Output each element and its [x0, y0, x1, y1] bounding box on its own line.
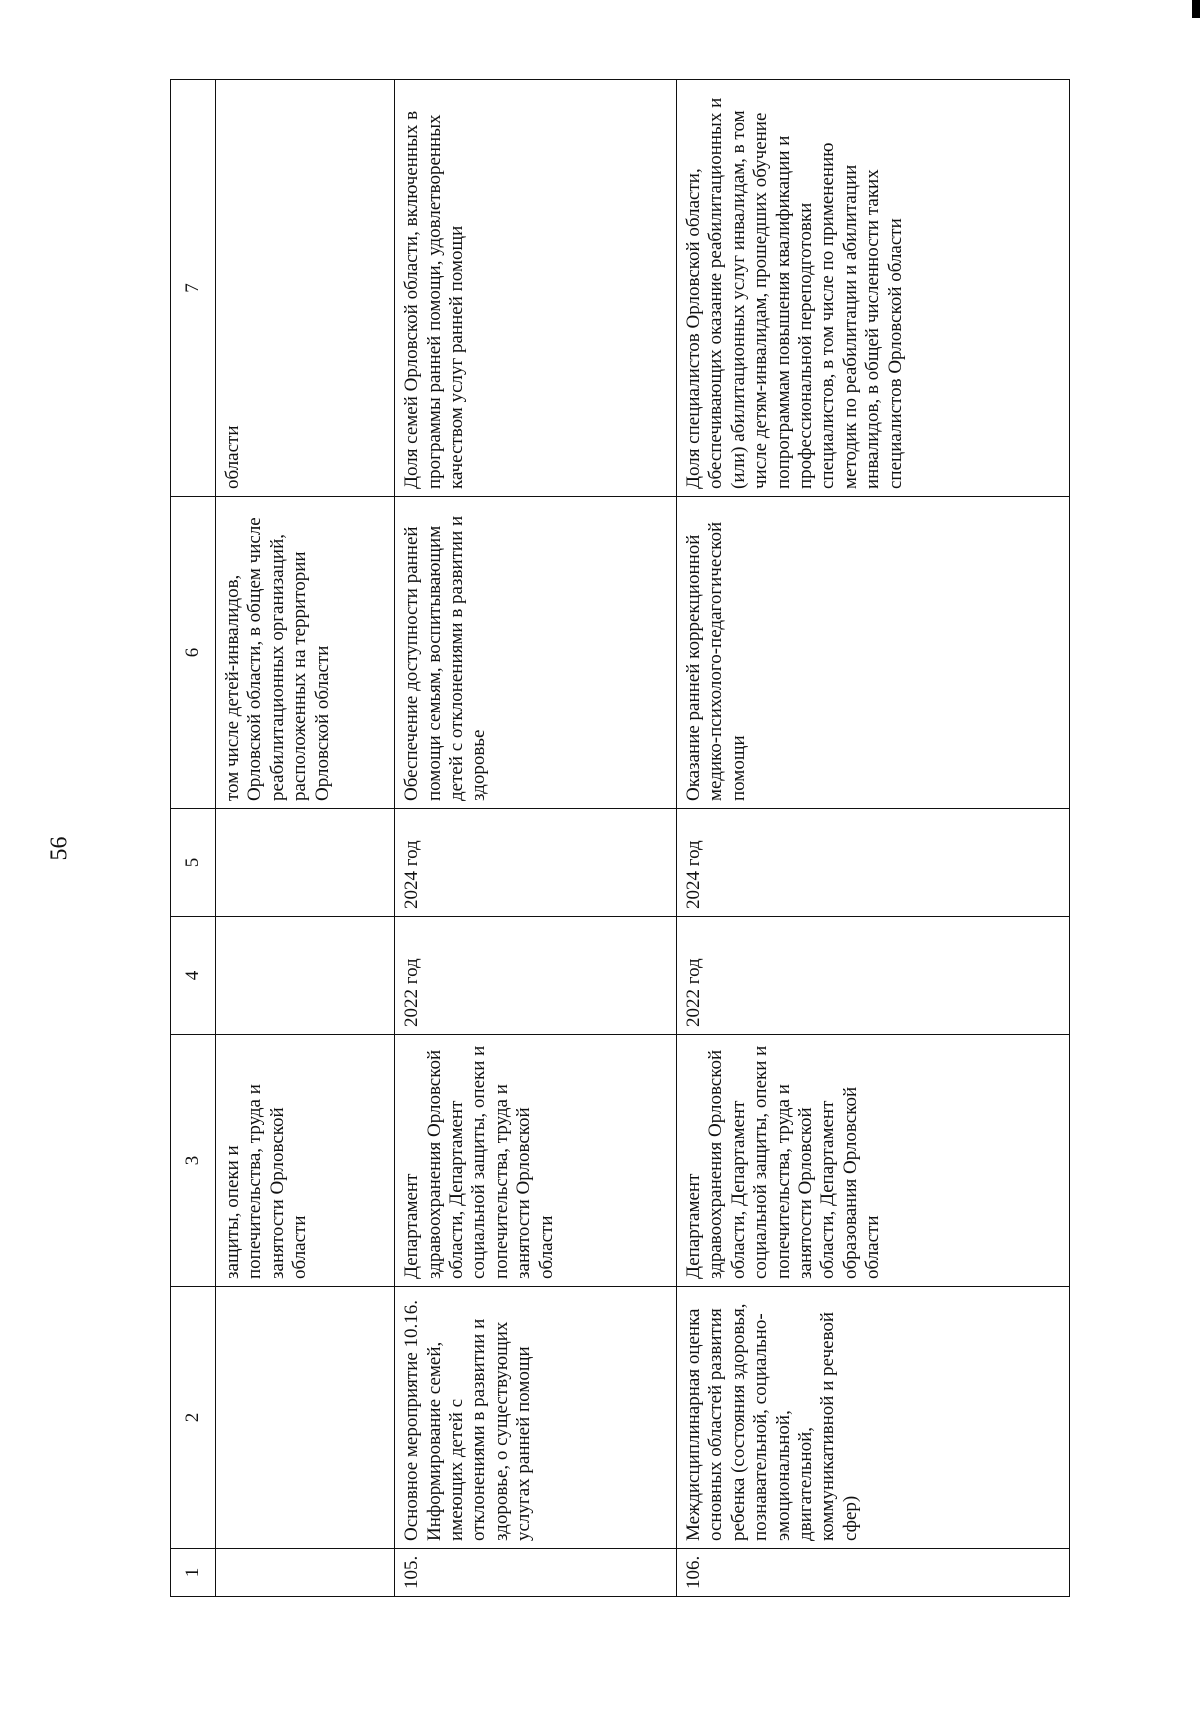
- header-cell: 4: [171, 917, 216, 1035]
- table-container: [170, 80, 1070, 1597]
- end-year-cell: [216, 809, 395, 917]
- header-cell: 5: [171, 809, 216, 917]
- header-cell: 1: [171, 1549, 216, 1597]
- indicator-cell: Доля специалистов Орловской области, обеспечивающих оказание реабилитационных и (или) абилитационных услуг инвалидам, в том числе детям-инвалидам, прошедших обучение попрограммам повышения квалификации и профессиональной переподготовки специалистов, в том числе по применению методик по реабилитации и абилитации инвалидов, в общей численности таких специалистов Орловской области: [676, 80, 1069, 497]
- measure-name-cell: Междисциплинарная оценка основных областей развития ребенка (состояния здоровья, познавательной, социально-эмоциональной, двигательной, коммуникативной и речевой сфер): [676, 1287, 1069, 1549]
- page-number: 56: [46, 836, 73, 861]
- table-row: [676, 80, 1069, 1597]
- expected-result-cell: Обеспечение доступности ранней помощи семьям, воспитывающим детей с отклонениями в развитии и здоровье: [395, 497, 677, 809]
- header-row: [171, 80, 216, 1597]
- header-cell: 3: [171, 1035, 216, 1287]
- header-cell: 6: [171, 497, 216, 809]
- indicator-cell: области: [216, 80, 395, 497]
- start-year-cell: [216, 917, 395, 1035]
- row-number-cell: 106.: [676, 1549, 1069, 1597]
- table-row: [216, 80, 395, 1597]
- measures-table: [170, 79, 1070, 1597]
- executor-cell: Департамент здравоохранения Орловской области, Департамент социальной защиты, опеки и попечительства, труда и занятости Орловской области: [395, 1035, 677, 1287]
- expected-result-cell: Оказание ранней коррекционной медико-психолого-педагогической помощи: [676, 497, 1069, 809]
- indicator-cell: Доля семей Орловской области, включенных в программы ранней помощи, удовлетворенных качеством услуг ранней помощи: [395, 80, 677, 497]
- header-cell: 2: [171, 1287, 216, 1549]
- start-year-cell: 2022 год: [395, 917, 677, 1035]
- start-year-cell: 2022 год: [676, 917, 1069, 1035]
- measure-name-cell: [216, 1287, 395, 1549]
- row-number-cell: 105.: [395, 1549, 677, 1597]
- expected-result-cell: том числе детей-инвалидов, Орловской области, в общем числе реабилитационных организаций, расположенных на территории Орловской области: [216, 497, 395, 809]
- executor-cell: Департамент здравоохранения Орловской области, Департамент социальной защиты, опеки и попечительства, труда и занятости Орловской области, Департамент образования Орловской области: [676, 1035, 1069, 1287]
- end-year-cell: 2024 год: [395, 809, 677, 917]
- scan-corner-mark: [1192, 0, 1200, 18]
- executor-cell: защиты, опеки и попечительства, труда и занятости Орловской области: [216, 1035, 395, 1287]
- measure-name-cell: Основное мероприятие 10.16. Информирование семей, имеющих детей с отклонениями в развитии и здоровье, о существующих услугах ранней помощи: [395, 1287, 677, 1549]
- row-number-cell: [216, 1549, 395, 1597]
- table-row: [395, 80, 677, 1597]
- header-cell: 7: [171, 80, 216, 497]
- end-year-cell: 2024 год: [676, 809, 1069, 917]
